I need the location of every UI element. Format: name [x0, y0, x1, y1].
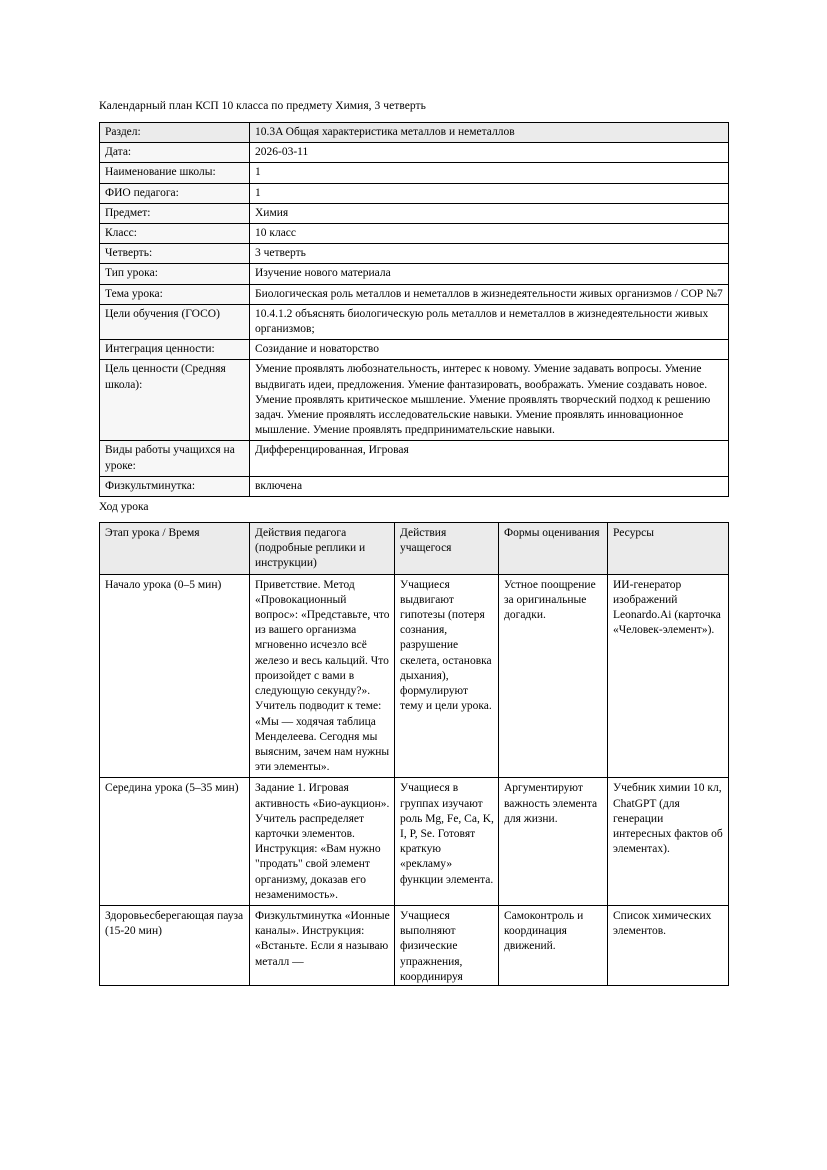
flow-cell-student-actions-text: Учащиеся выполняют физические упражнения, координируя — [400, 909, 463, 983]
flow-cell-student-actions — [395, 778, 499, 906]
flow-cell-teacher-actions — [250, 905, 395, 985]
info-row-value: 10.3A Общая характеристика металлов и неметаллов — [250, 123, 729, 143]
info-row-value: Изучение нового материала — [250, 264, 729, 284]
info-row-value: Умение проявлять любознательность, интерес к новому. Умение задавать вопросы. Умение выдвигать идеи, предложения. Умение фантазировать, воображать. Умение создавать новое. Умение проявлять критическое мышление. Умение проявлять творческий подход к решению задач. Умение проявлять исследовательские навыки. Умение проявлять инновационное мышление. Умение проявлять предпринимательские навыки. — [250, 360, 729, 441]
info-row-label: ФИО педагога: — [100, 183, 250, 203]
info-row-value: 3 четверть — [250, 244, 729, 264]
info-row-value: 2026-03-11 — [250, 143, 729, 163]
table-row — [100, 905, 729, 985]
info-row-label: Интеграция ценности: — [100, 340, 250, 360]
info-row-label: Раздел: — [100, 123, 250, 143]
info-row-label: Класс: — [100, 224, 250, 244]
table-row — [100, 778, 729, 906]
info-row-label: Наименование школы: — [100, 163, 250, 183]
info-row-value: Химия — [250, 203, 729, 223]
flow-header-row — [100, 523, 729, 575]
flow-cell-resources — [608, 574, 729, 778]
flow-cell-student-actions — [395, 905, 499, 985]
flow-column-header: Этап урока / Время — [100, 523, 250, 575]
flow-cell-teacher-actions — [250, 574, 395, 778]
table-row — [100, 476, 729, 496]
info-row-value: Дифференцированная, Игровая — [250, 441, 729, 476]
table-row — [100, 183, 729, 203]
flow-cell-teacher-actions-text: Приветствие. Метод «Провокационный вопрос»: «Представьте, что из вашего организма мгновенно исчезло всё железо и весь кальций. Что произойдет с вами в следующую секунду?». Учитель подводит к теме: «Мы — ходячая таблица Менделеева. Сегодня мы выясним, зачем нам нужны эти элементы». — [255, 578, 390, 774]
info-row-value: 10 класс — [250, 224, 729, 244]
flow-cell-teacher-actions-text: Задание 1. Игровая активность «Био-аукцион». Учитель распределяет карточки элементов. Инструкция: «Вам нужно "продать" свой элемент организму, доказав его незаменимость». — [255, 782, 390, 901]
info-row-value: Созидание и новаторство — [250, 340, 729, 360]
table-row — [100, 123, 729, 143]
flow-cell-assessment-text: Устное поощрение за оригинальные догадки. — [504, 578, 596, 622]
flow-table-body — [100, 574, 729, 985]
table-row — [100, 340, 729, 360]
info-row-label: Физкультминутка: — [100, 476, 250, 496]
flow-cell-student-actions — [395, 574, 499, 778]
page-title: Календарный план КСП 10 класса по предмету Химия, 3 четверть — [99, 100, 426, 112]
table-row — [100, 284, 729, 304]
flow-cell-resources-text: ИИ-генератор изображений Leonardo.Ai (карточка «Человек-элемент»). — [613, 578, 721, 637]
flow-cell-stage — [100, 905, 250, 985]
flow-cell-assessment — [499, 905, 608, 985]
section-caption: Ход урока — [99, 501, 149, 514]
lesson-flow-table — [99, 522, 729, 986]
lesson-info-table — [99, 122, 729, 497]
info-row-label: Цель ценности (Средняя школа): — [100, 360, 250, 441]
table-row — [100, 224, 729, 244]
info-row-label: Тип урока: — [100, 264, 250, 284]
flow-table-head — [100, 523, 729, 575]
flow-cell-student-actions-text: Учащиеся в группах изучают роль Mg, Fe, Ca, K, I, P, Se. Готовят краткую «рекламу» функции элемента. — [400, 782, 494, 886]
flow-cell-resources — [608, 778, 729, 906]
info-row-value: 10.4.1.2 объяснять биологическую роль металлов и неметаллов в жизнедеятельности живых организмов; — [250, 304, 729, 339]
flow-column-header: Действия педагога (подробные реплики и инструкции) — [250, 523, 395, 575]
flow-cell-resources-text: Учебник химии 10 кл, ChatGPT (для генерации интересных фактов об элементах). — [613, 782, 723, 856]
flow-cell-teacher-actions-text: Физкультминутка «Ионные каналы». Инструкция: «Встаньте. Если я называю металл — — [255, 909, 390, 968]
table-row — [100, 574, 729, 778]
info-table-body — [100, 123, 729, 497]
table-row — [100, 143, 729, 163]
flow-cell-assessment — [499, 574, 608, 778]
flow-cell-assessment — [499, 778, 608, 906]
table-row — [100, 163, 729, 183]
info-row-value: включена — [250, 476, 729, 496]
flow-cell-assessment-text: Самоконтроль и координация движений. — [504, 909, 584, 953]
flow-cell-teacher-actions — [250, 778, 395, 906]
info-row-label: Четверть: — [100, 244, 250, 264]
info-row-value: 1 — [250, 183, 729, 203]
flow-cell-resources — [608, 905, 729, 985]
info-row-label: Цели обучения (ГОСО) — [100, 304, 250, 339]
flow-cell-stage-text: Начало урока (0–5 мин) — [105, 578, 222, 591]
info-row-label: Тема урока: — [100, 284, 250, 304]
info-row-value: 1 — [250, 163, 729, 183]
flow-column-header: Ресурсы — [608, 523, 729, 575]
flow-column-header: Формы оценивания — [499, 523, 608, 575]
info-row-label: Предмет: — [100, 203, 250, 223]
flow-cell-stage-text: Середина урока (5–35 мин) — [105, 782, 239, 795]
info-row-label: Виды работы учащихся на уроке: — [100, 441, 250, 476]
info-row-value: Биологическая роль металлов и неметаллов в жизнедеятельности живых организмов / СОР №7 — [250, 284, 729, 304]
flow-cell-resources-text: Список химических элементов. — [613, 909, 712, 938]
table-row — [100, 244, 729, 264]
table-row — [100, 441, 729, 476]
table-row — [100, 264, 729, 284]
flow-cell-student-actions-text: Учащиеся выдвигают гипотезы (потеря сознания, разрушение скелета, остановка дыхания), формулируют тему и цели урока. — [400, 578, 492, 713]
table-row — [100, 203, 729, 223]
info-row-label: Дата: — [100, 143, 250, 163]
flow-cell-stage-text: Здоровьесберегающая пауза (15-20 мин) — [105, 909, 244, 938]
table-row — [100, 304, 729, 339]
flow-column-header: Действия учащегося — [395, 523, 499, 575]
flow-cell-assessment-text: Аргументируют важность элемента для жизни. — [504, 782, 598, 825]
table-row — [100, 360, 729, 441]
flow-cell-stage — [100, 778, 250, 906]
flow-cell-stage — [100, 574, 250, 778]
